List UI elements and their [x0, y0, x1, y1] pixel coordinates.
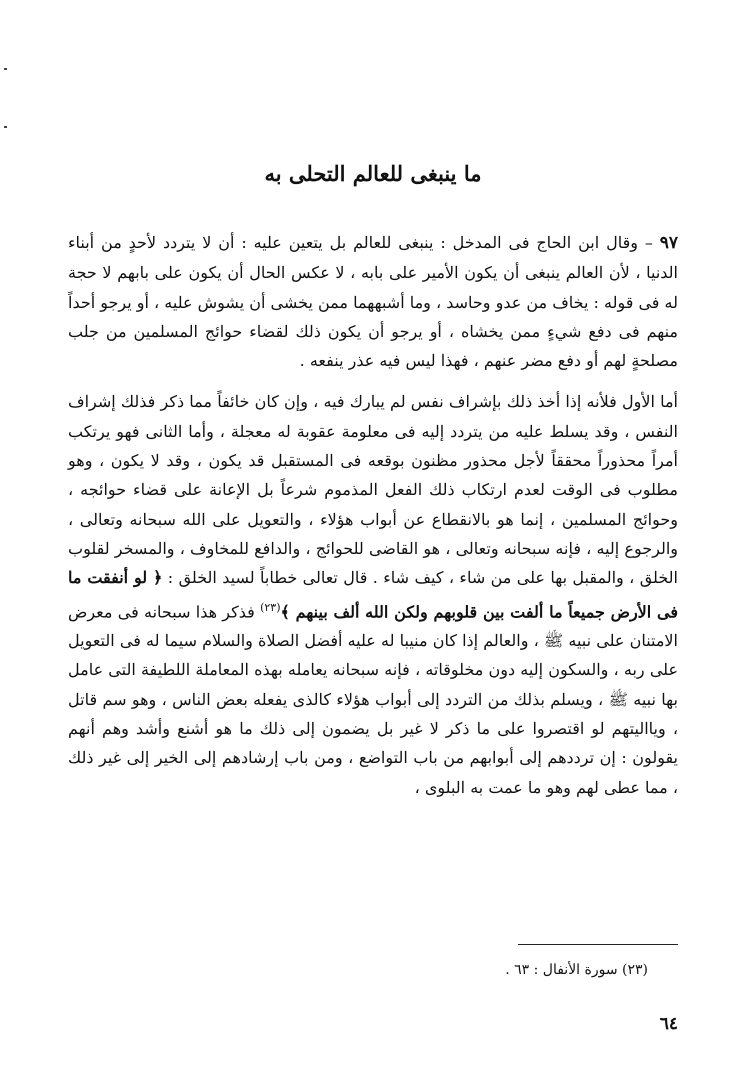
- quran-verse: ﴿ لو أنفقت ما فى الأرض جميعاً ما ألفت بين قلوبهم ولكن الله ألف بينهم ﴾: [68, 568, 678, 621]
- footnote: (٢٣) سورة الأنفال : ٦٣ .: [505, 962, 648, 978]
- margin-mark: [4, 68, 7, 70]
- footnote-divider: [518, 944, 678, 945]
- paragraph-2-text-before-verse: أما الأول فلأنه إذا أخذ ذلك بإشراف نفس لم يبارك فيه ، وإن كان خائفاً مما ذكر فذلك إشراف النفس ، وقد يسلط عليه من يتردد إليه فى معلومة عقوبة له معجلة ، وأما الثانى فهو يرتكب أمراً محذوراً محققاً لأجل محذور مظنون بوقعه فى المستقبل قد يكون ، وقد لا يكون ، وهو مطلوب فى الوقت لعدم ارتكاب ذلك الفعل المذموم شرعاً بل الإعانة على قضاء حوائجه ، وحوائج المسلمين ، إنما هو بالانقطاع عن أبواب هؤلاء ، والتعويل على الله سبحانه وتعالى ، والرجوع إليه ، فإنه سبحانه وتعالى ، هو القاضى للحوائج ، والدافع للمخاوف ، والمسخر لقلوب الخلق ، والمقبل بها على من شاء ، كيف شاء . قال تعالى خطاباً لسيد الخلق :: [68, 392, 679, 588]
- page-number: ٦٤: [659, 1014, 678, 1034]
- section-heading: ما ينبغى للعالم التحلى به: [264, 161, 482, 186]
- paragraph-1-text: – وقال ابن الحاج فى المدخل : ينبغى للعالم بل يتعين عليه : أن لا يتردد لأحدٍ من أبناء الدنيا ، لأن العالم ينبغى أن يكون الأمير على بابه ، لا عكس الحال أن يكون على بابهم لا حجة له فى قوله : يخاف من عدو وحاسد ، وما أشبههما ممن يخشى أن يشوش عليه ، أو يرجو أحداً منهم فى دفع شيءٍ ممن يخشاه ، أو يرجو أن يكون ذلك لقضاء حوائج المسلمين من جلب مصلحةٍ لهم أو دفع مضر عنهم ، فهذا ليس فيه عذر ينفعه .: [68, 233, 678, 371]
- margin-mark: [4, 126, 7, 128]
- footnote-reference[interactable]: (٢٣): [260, 600, 281, 614]
- paragraph-2: [68, 387, 678, 801]
- paragraph-number: ٩٧: [659, 233, 679, 253]
- paragraph-2-text-after-verse: فذكر هذا سبحانه فى معرض الامتنان على نبيه ﷺ ، والعالم إذا كان منيبا له عليه أفضل الصلاة والسلام سيما له فى التعويل على ربه ، والسكون إليه دون مخلوقاته ، فإنه سبحانه يعامله بهذه المعاملة اللطيفة التى عامل بها نبيه ﷺ ، ويسلم بذلك من التردد إلى أبواب هؤلاء كالذى يفعله بعض الناس ، وهو سم قاتل ، ويااليتهم لو اقتصروا على ما ذكر لا غير بل يضمون إلى ذلك ما هو أشنع وأشد وهم أنهم يقولون : إن ترددهم إلى أبوابهم من باب التواضع ، ومن باب إرشادهم إلى الخير إلى غير ذلك ، مما عطى لهم وهو ما عمت به البلوى ،: [68, 601, 679, 797]
- body-text: [68, 228, 678, 802]
- paragraph-1: [68, 228, 678, 375]
- document-page: [68, 0, 678, 1091]
